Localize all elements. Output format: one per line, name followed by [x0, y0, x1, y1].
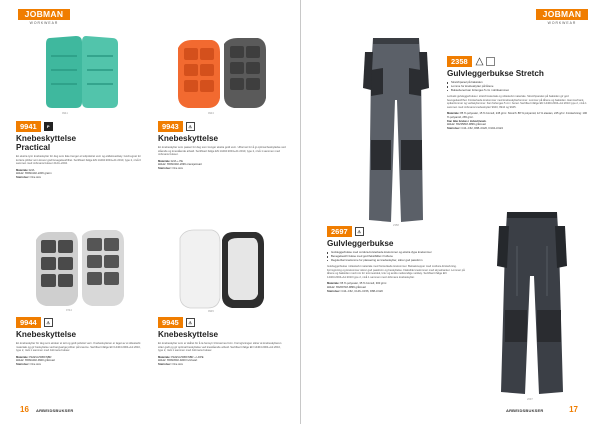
- page-number: 17: [569, 405, 578, 414]
- product-code-badge: 9945: [158, 317, 183, 328]
- product-title: Gulvleggerbukse Stretch: [447, 69, 544, 78]
- knee-protection-icon: [475, 57, 484, 66]
- practical-icon: P: [44, 122, 53, 131]
- product-2358: [447, 56, 587, 130]
- product-code-badge: 9944: [16, 317, 41, 328]
- knee-pad-green-image: [16, 26, 144, 121]
- product-title: Gulvleggerbukse: [327, 239, 394, 248]
- ce-certification-icon: [486, 57, 495, 66]
- product-9945: [158, 222, 286, 366]
- product-image: 9945: [158, 222, 286, 317]
- trousers-stretch-image: [361, 30, 431, 230]
- feature-item: Bevegelsesfri bukse med god fleksibilitet i hoftene: [327, 255, 467, 259]
- feature-item: Buksebenet kan forlenges 5 cm i skrittsømmen: [447, 89, 587, 93]
- product-9943: [158, 26, 286, 170]
- product-code-badge: 9941: [16, 121, 41, 132]
- product-title: Knebeskyttelse: [158, 134, 219, 143]
- product-title: Knebeskyttelse: [16, 330, 77, 339]
- ce-certification-icon: ⚠: [355, 227, 364, 236]
- feature-item: Stretchpanel på baksiden: [447, 81, 587, 85]
- product-image: 9943: [158, 26, 286, 121]
- product-title: Knebeskyttelse Practical: [16, 134, 77, 152]
- product-2358-image: 2358: [361, 30, 431, 230]
- product-specs: Materiale: PE/EVA/SBR/NBR + LDPE Art.nr: 65994502-9200 hvit/svart Størrelser: One size: [158, 355, 204, 366]
- section-footer: ARBEIDSBUKSER: [36, 408, 74, 413]
- section-footer: ARBEIDSBUKSER: [506, 408, 544, 413]
- knee-pad-white-image: [158, 222, 286, 317]
- feature-item: Gulvleggerbukse med cordura-forsterkede knelommer og ekstra dype knelommer: [327, 251, 467, 255]
- feature-item: Lomme for knebeskytter på lårene: [447, 85, 587, 89]
- right-page: [300, 0, 600, 424]
- product-specs: Materiale: PE/EVA/SBR/NBR Art.nr: 65994402-9900 grå/svart Størrelser: One size: [16, 355, 56, 366]
- product-title: Knebeskyttelse: [158, 330, 219, 339]
- product-description: Gulvleggerbukse i slitesterkt materiale med forsterkede knelommer. Bukseknepper med cordura-forsterkning. Formgivning og knelommer sikrer god passform og beskyttelse. Fleksible knelommer med skyvehanker. Lommer på lårene og baksiden med rom for tommestokk, kniv og andre nødvendige verktøy. Sertifisert ifølge EN 14404:2004+A1:2010 type 2, nivå 1 sammen med Jobmans knebeskytter.: [327, 265, 465, 279]
- ce-certification-icon: ⚠: [186, 122, 195, 131]
- product-code-badge: 2697: [327, 226, 352, 237]
- product-description: En ekstra tynn knebeskytter for deg som ikke trenger et tettpolstret vern og ettdelsverktøy. Godt egnet for kortere jobber som krever god bevegelsesfrihet. Sertifisert ifølge EN 14404:2004+A1:2010, type 2, nivå 0 sammen med Jobmans bukser 2124–2204.: [16, 155, 141, 165]
- product-description: Lettvekt gulvleggerbukse i stretchmateriale og slitesterkt materiale. Stretchpanelet på baksiden gir god bevegelsesfrihet. Forsterkede knelommer med knebeskytterlommer. Lommer på lårene og baksiden. Hammerhank, spikerlommer og verktøylommer. Kan forlenges 5 cm i benet. Sertifisert ifølge EN 14404:2004+A1:2010 type 2, nivå 1 sammen med Jobmans knebeskytter 9943, 9944 og 9945.: [447, 95, 587, 109]
- product-9944: [16, 222, 144, 366]
- knee-pad-orange-image: [158, 26, 286, 121]
- product-2697: [327, 226, 467, 293]
- product-9941: [16, 26, 144, 179]
- page-number: 16: [20, 405, 29, 414]
- ce-certification-icon: ⚠: [186, 318, 195, 327]
- product-2697-image: 2697: [487, 206, 577, 406]
- product-image: 9941: [16, 26, 144, 121]
- feature-item: Regulerbar knelomme for plassering av knebeskytter, sikrer god passform: [327, 259, 467, 263]
- jobman-logo: JOBMAN WORKWEAR: [18, 9, 70, 25]
- knee-pad-grey-image: [16, 222, 144, 317]
- product-description: En knebeskytter for deg som ønsker et tett og godt polstret vern. Knebeskytteren er laget av et slitesterkt materiale og gir beskyttelse ved langvarige jobber på knærne. Sertifisert ifølge EN 14404:2004+A1:2010, type 2, nivå 1 sammen med Jobmans bukser.: [16, 342, 141, 352]
- product-image: 9744: [16, 222, 144, 317]
- product-code-badge: 2358: [447, 56, 472, 67]
- product-description: En knebeskytter som passer for deg som trenger ekstra godt vern. Utformet for å gi optimal beskyttelse ved stående og knestående arbeid. Sertifisert ifølge EN 14404:2004+A1:2010, type 2, nivå 1 sammen med Jobmans bukser.: [158, 146, 286, 156]
- feature-list: [327, 251, 467, 262]
- trousers-image: [487, 206, 577, 406]
- product-specs: Materiale: EVA + PE Art.nr: 65994302-2099 oransje/svart Størrelser: One size: [158, 159, 202, 170]
- product-specs: Materiale: EVA Art.nr: 65994102-2206 grønn Størrelser: One size: [16, 168, 52, 179]
- feature-list: [447, 81, 587, 92]
- product-description: En knebeskytter som er skåret for å ta hensyn til knærnes form. Formgivningen sikrer at knebeskytteren sitter godt og gir optimal beskyttelse ved knestående arbeid. Sertifisert ifølge EN 14404:2004+A1:2010, type 2, nivå 1 sammen med Jobmans bukser.: [158, 342, 282, 352]
- product-code-badge: 9943: [158, 121, 183, 132]
- product-specs: Materiale: 85 % polyester, 15 % bomull, 245 g/m². Stretch: 88 % polyamid, 12 % elastan, 245 g/m². Forsterkning: 100 % polyamid, 265 g/m². Kan ikke brukes i industrivask. Art.nr: 65235818-9899 grå/svart Størrelser: C44–C62, D88–D120, D104–D124: [447, 112, 587, 130]
- certification-icons: [475, 57, 495, 66]
- jobman-logo: JOBMAN WORKWEAR: [536, 9, 588, 25]
- product-specs: Materiale: 65 % polyester, 35 % bomull, 300 g/m². Art.nr: 65269718-9899 grå/svart Størrelser: C44–C62, C146–C156, D88–D120: [327, 282, 388, 293]
- ce-certification-icon: ⚠: [44, 318, 53, 327]
